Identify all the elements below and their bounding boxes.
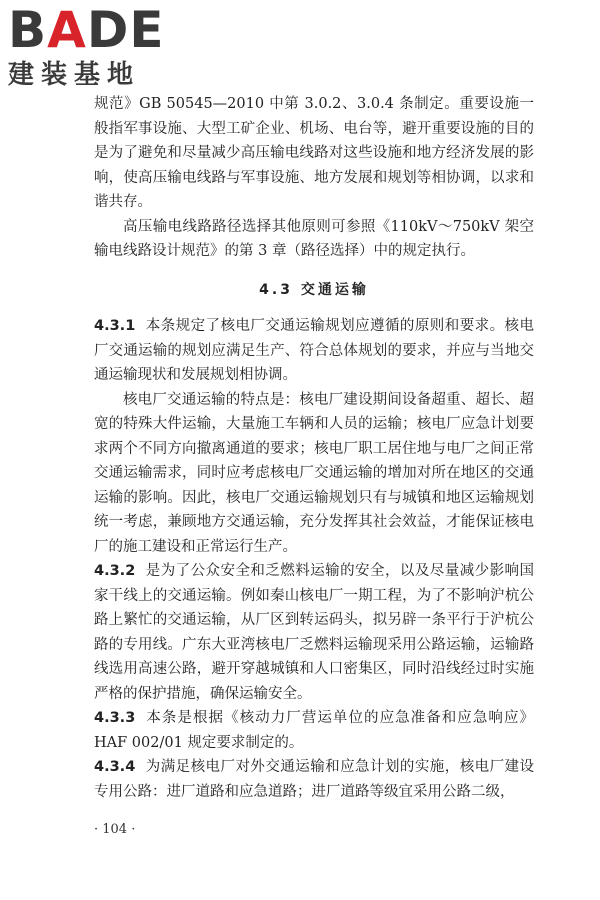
clause-text: 本条是根据《核动力厂营运单位的应急准备和应急响应》HAF 002/01 规定要求制定的。 <box>94 710 534 751</box>
logo-subtitle: 建装基地 <box>8 60 141 90</box>
clause-4-3-2 <box>94 559 534 706</box>
paragraph-continued: 规范》GB 50545—2010 中第 3.0.2、3.0.4 条制定。重要设施一般指军事设施、大型工矿企业、机场、电台等，避开重要设施的目的是为了避免和尽量减少高压输电线路对这些设施和地方经济发展的影响，使高压输电线路与军事设施、地方发展和规划等相协调，以求和谐共存。 <box>94 96 534 210</box>
clause-number: 4.3.3 <box>94 710 136 726</box>
logo-letter-b: B <box>8 1 48 59</box>
logo-wordmark <box>8 1 178 59</box>
logo-letters-de: DE <box>86 1 165 59</box>
bade-logo <box>8 1 178 94</box>
clause-4-3-1 <box>94 314 534 388</box>
section-heading: 4.3 交通运输 <box>259 281 369 298</box>
document-body <box>94 92 534 804</box>
clause-number: 4.3.4 <box>94 759 136 775</box>
clause-4-3-3 <box>94 706 534 755</box>
clause-text: 为满足核电厂对外交通运输和应急计划的实施，核电厂建设专用公路：进厂道路和应急道路；进厂道路等级宜采用公路二级， <box>94 759 534 800</box>
clause-text: 本条规定了核电厂交通运输规划应遵循的原则和要求。核电厂交通运输的规划应满足生产、符合总体规划的要求，并应与当地交通运输现状和发展规划相协调。 <box>94 318 534 383</box>
clause-number: 4.3.2 <box>94 563 136 579</box>
clause-4-3-4 <box>94 755 534 804</box>
clause-text: 是为了公众安全和乏燃料运输的安全，以及尽量减少影响国家干线上的交通运输。例如秦山核电厂一期工程，为了不影响沪杭公路上繁忙的交通运输，从厂区到转运码头，拟另辟一条平行于沪杭公路的专用线。广东大亚湾核电厂乏燃料运输现采用公路运输，运输路线选用高速公路，避开穿越城镇和人口密集区，同时沿线经过时实施严格的保护措施，确保运输安全。 <box>94 563 534 702</box>
paragraph-route-principles: 高压输电线路路径选择其他原则可参照《110kV～750kV 架空输电线路设计规范》的第 3 章（路径选择）中的规定执行。 <box>94 218 534 259</box>
page-number: · 104 · <box>94 822 136 837</box>
logo-letter-a: A <box>47 1 87 59</box>
clause-number: 4.3.1 <box>94 318 136 334</box>
paragraph-transport-features: 核电厂交通运输的特点是：核电厂建设期间设备超重、超长、超宽的特殊大件运输，大量施工车辆和人员的运输；核电厂应急计划要求两个不同方向撤离通道的要求；核电厂职工居住地与电厂之间正常交通运输需求，同时应考虑核电厂交通运输的增加对所在地区的交通运输的影响。因此，核电厂交通运输规划只有与城镇和地区运输规划统一考虑，兼顾地方交通运输，充分发挥其社会效益，才能保证核电厂的施工建设和正常运行生产。 <box>94 391 534 555</box>
